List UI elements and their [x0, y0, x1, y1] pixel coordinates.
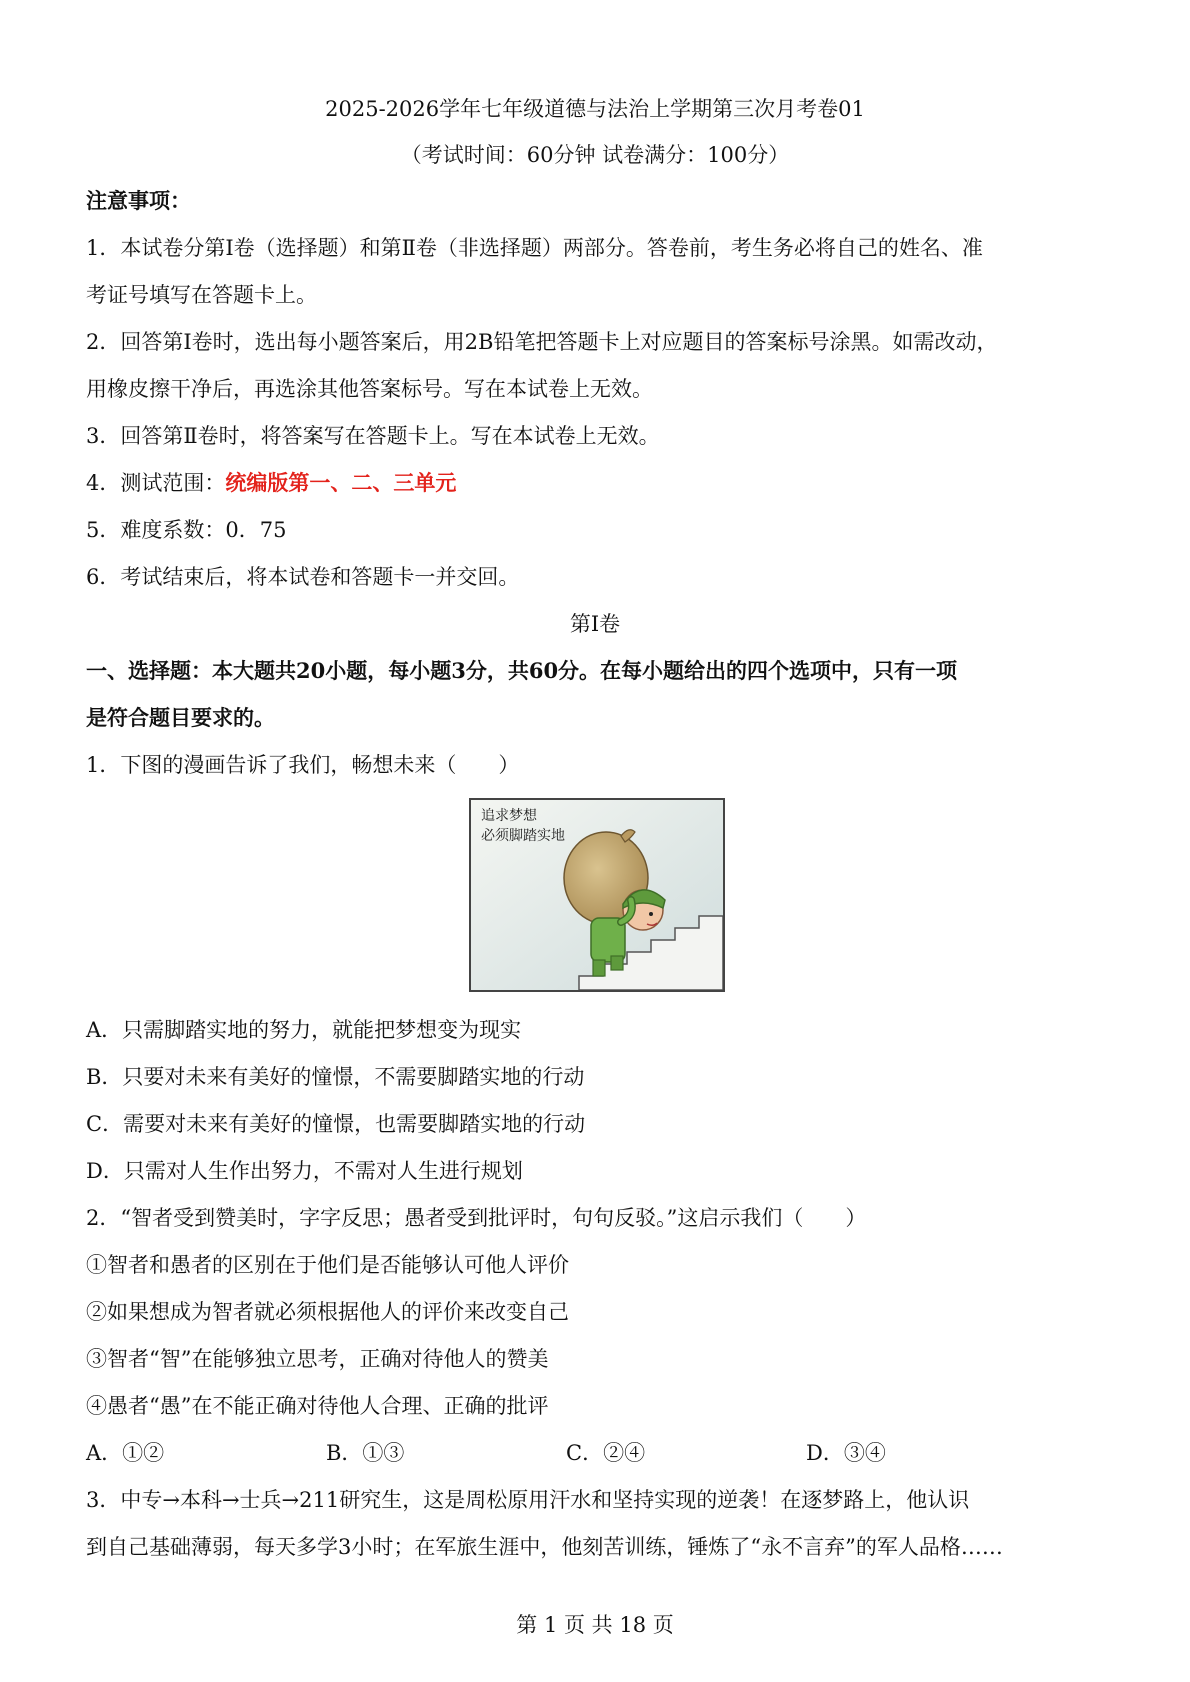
cartoon-caption-line-1: 追求梦想 [481, 808, 537, 824]
notice-item-1-line-1: 1．本试卷分第Ⅰ卷（选择题）和第Ⅱ卷（非选择题）两部分。答卷前，考生务必将自己的姓名、准 [86, 236, 983, 260]
cartoon-caption [481, 806, 565, 846]
question-1-option-b: B．只要对未来有美好的憧憬，不需要脚踏实地的行动 [86, 1065, 585, 1089]
notice-item-4 [86, 468, 1110, 498]
notice-item-2-line-1: 2．回答第Ⅰ卷时，选出每小题答案后，用2B铅笔把答题卡上对应题目的答案标号涂黑。如需改动， [86, 330, 998, 354]
question-1-option-d: D．只需对人生作出努力，不需对人生进行规划 [86, 1159, 523, 1183]
cartoon-caption-line-2: 必须脚踏实地 [481, 828, 565, 844]
exam-info: （考试时间：60分钟 试卷满分：100分） [400, 143, 790, 167]
section-heading-line-2: 是符合题目要求的。 [86, 705, 275, 730]
question-1-stem: 1．下图的漫画告诉了我们，畅想未来（ ） [86, 753, 520, 777]
notice-item-6: 6．考试结束后，将本试卷和答题卡一并交回。 [86, 565, 520, 589]
notice-heading: 注意事项： [86, 188, 191, 213]
question-2-option-a: A．①② [86, 1441, 165, 1465]
question-2-stem: 2．“智者受到赞美时，字字反思；愚者受到批评时，句句反驳。”这启示我们（ ） [86, 1206, 867, 1230]
notice-item-3: 3．回答第Ⅱ卷时，将答案写在答题卡上。写在本试卷上无效。 [86, 424, 660, 448]
question-2-statement-1: ①智者和愚者的区别在于他们是否能够认可他人评价 [86, 1253, 569, 1277]
notice-item-2-line-2: 用橡皮擦干净后，再选涂其他答案标号。写在本试卷上无效。 [86, 377, 653, 401]
question-1-option-c: C．需要对未来有美好的憧憬，也需要脚踏实地的行动 [86, 1112, 586, 1136]
page-number: 第 1 页 共 18 页 [516, 1613, 674, 1637]
question-2-statement-4: ④愚者“愚”在不能正确对待他人合理、正确的批评 [86, 1394, 549, 1418]
question-3-line-1: 3．中专→本科→士兵→211研究生，这是周松原用汗水和坚持实现的逆袭！在逐梦路上，他认识 [86, 1488, 970, 1512]
question-2-option-c: C．②④ [566, 1441, 646, 1465]
cartoon-image [469, 798, 725, 992]
volume-heading: 第Ⅰ卷 [569, 612, 621, 636]
question-2-statement-3: ③智者“智”在能够独立思考，正确对待他人的赞美 [86, 1347, 549, 1371]
question-2-statement-2: ②如果想成为智者就必须根据他人的评价来改变自己 [86, 1300, 569, 1324]
question-3-line-2: 到自己基础薄弱，每天多学3小时；在军旅生涯中，他刻苦训练，锤炼了“永不言弃”的军人品格…… [86, 1535, 1003, 1559]
section-heading-line-1: 一、选择题：本大题共20小题，每小题3分，共60分。在每小题给出的四个选项中，只有一项 [86, 658, 958, 683]
notice-item-5: 5．难度系数：0．75 [86, 518, 287, 542]
notice-item-4-prefix: 4．测试范围： [86, 471, 226, 495]
test-range: 统编版第一、二、三单元 [225, 470, 457, 495]
page-title: 2025-2026学年七年级道德与法治上学期第三次月考卷01 [325, 97, 865, 121]
question-2-option-d: D．③④ [806, 1441, 886, 1465]
question-1-option-a: A．只需脚踏实地的努力，就能把梦想变为现实 [86, 1018, 522, 1042]
notice-item-1-line-2: 考证号填写在答题卡上。 [86, 283, 317, 307]
question-2-option-b: B．①③ [326, 1441, 405, 1465]
